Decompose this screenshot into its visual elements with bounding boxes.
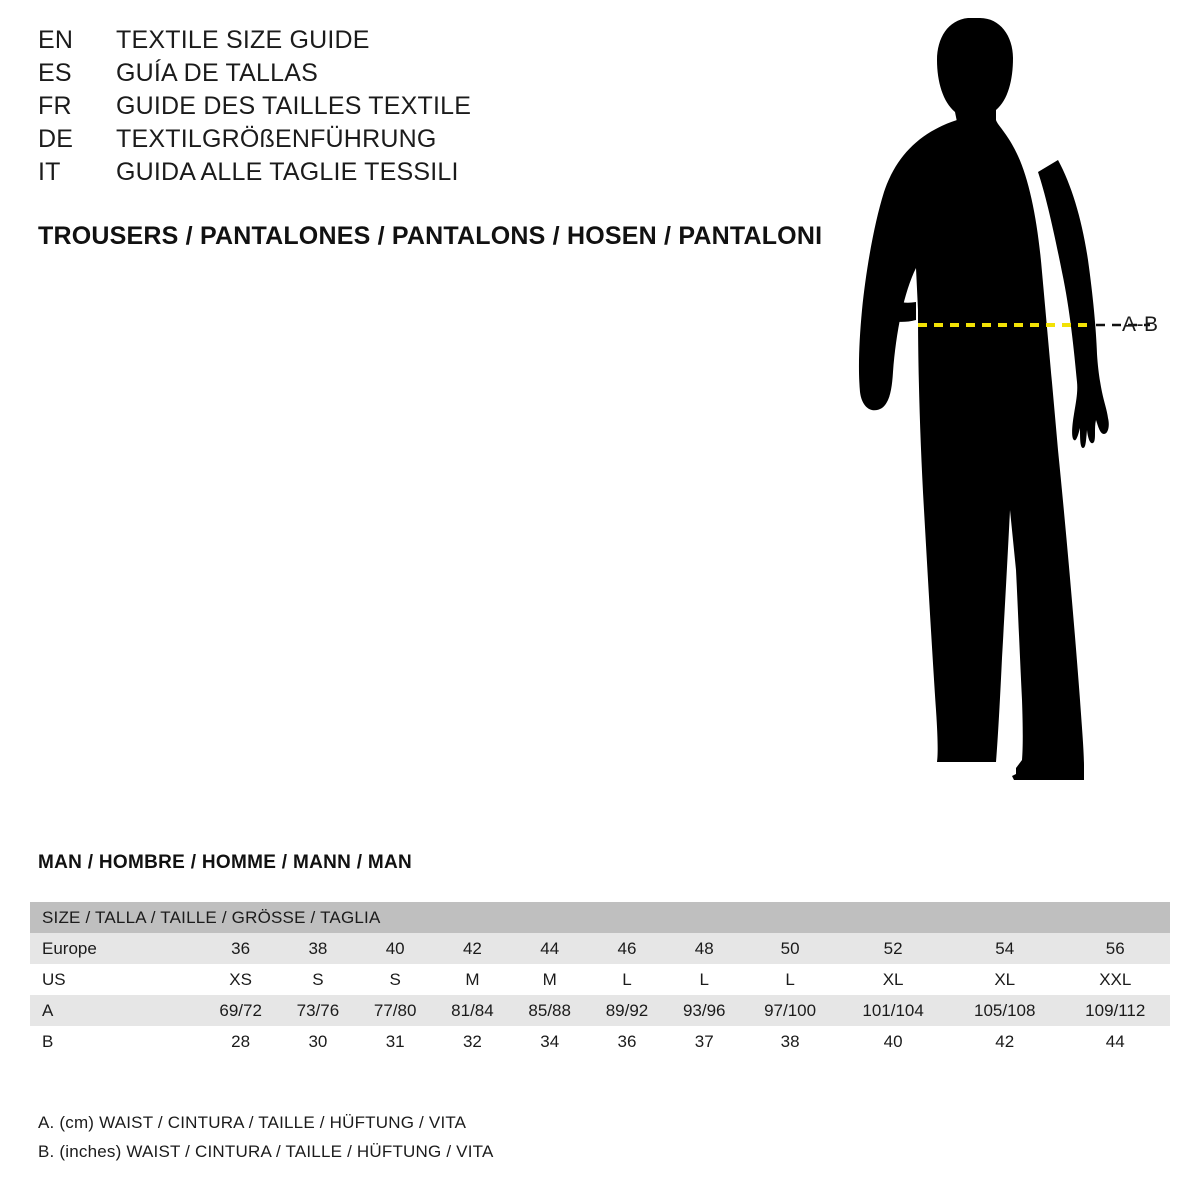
table-section-title: MAN / HOMBRE / HOMME / MANN / MAN (38, 852, 413, 873)
table-cell: 48 (666, 933, 743, 964)
table-cell: XXL (1061, 964, 1170, 995)
table-cell: S (279, 964, 356, 995)
row-label: US (30, 964, 202, 995)
table-cell: 101/104 (837, 995, 949, 1026)
table-row (30, 933, 1170, 964)
language-row (38, 26, 798, 59)
table-cell: 40 (357, 933, 434, 964)
language-code: ES (38, 59, 72, 87)
language-text: GUÍA DE TALLAS (116, 59, 318, 87)
footnote-b: B. (inches) WAIST / CINTURA / TAILLE / HÜFTUNG / VITA (38, 1142, 494, 1161)
language-code: DE (38, 125, 74, 153)
table-row (30, 1026, 1170, 1057)
table-cell: XL (949, 964, 1061, 995)
language-text: TEXTILGRÖßENFÜHRUNG (116, 125, 437, 153)
table-cell: M (434, 964, 511, 995)
table-cell: 93/96 (666, 995, 743, 1026)
language-row (38, 59, 798, 92)
row-label: B (30, 1026, 202, 1057)
table-cell: 44 (511, 933, 588, 964)
table-header-row (30, 902, 1170, 933)
table-cell: 44 (1061, 1026, 1170, 1057)
table-cell: 42 (434, 933, 511, 964)
table-cell: 30 (279, 1026, 356, 1057)
language-list (38, 26, 798, 191)
table-cell: 28 (202, 1026, 279, 1057)
language-code: FR (38, 92, 72, 120)
measure-label-ab: A-B (1122, 313, 1159, 336)
table-cell: 31 (357, 1026, 434, 1057)
table-cell: 69/72 (202, 995, 279, 1026)
table-cell: 52 (837, 933, 949, 964)
table-cell: 73/76 (279, 995, 356, 1026)
table-cell: 40 (837, 1026, 949, 1057)
row-label: A (30, 995, 202, 1026)
table-cell: 105/108 (949, 995, 1061, 1026)
table-cell: 36 (202, 933, 279, 964)
language-row (38, 125, 798, 158)
garment-title: TROUSERS / PANTALONES / PANTALONS / HOSEN / PANTALONI (38, 222, 823, 250)
table-row (30, 995, 1170, 1026)
table-cell: 36 (588, 1026, 665, 1057)
table-cell: 81/84 (434, 995, 511, 1026)
table-cell: 56 (1061, 933, 1170, 964)
table-cell: 109/112 (1061, 995, 1170, 1026)
table-cell: M (511, 964, 588, 995)
table-cell: 85/88 (511, 995, 588, 1026)
table-cell: 42 (949, 1026, 1061, 1057)
table-cell: 46 (588, 933, 665, 964)
row-label: Europe (30, 933, 202, 964)
language-text: TEXTILE SIZE GUIDE (116, 26, 370, 54)
table-row (30, 964, 1170, 995)
table-cell: 50 (743, 933, 837, 964)
table-cell: 97/100 (743, 995, 837, 1026)
table-cell: XS (202, 964, 279, 995)
language-code: IT (38, 158, 61, 186)
table-cell: L (588, 964, 665, 995)
table-header-label: SIZE / TALLA / TAILLE / GRÖSSE / TAGLIA (30, 902, 1170, 933)
footnotes (38, 1108, 494, 1166)
table-cell: S (357, 964, 434, 995)
silhouette-shape (859, 18, 1109, 780)
language-row (38, 158, 798, 191)
table-cell: 54 (949, 933, 1061, 964)
size-table (30, 902, 1170, 1057)
table-cell: 77/80 (357, 995, 434, 1026)
table-cell: 34 (511, 1026, 588, 1057)
table-cell: 38 (279, 933, 356, 964)
man-silhouette-figure (800, 10, 1200, 810)
language-code: EN (38, 26, 74, 54)
language-row (38, 92, 798, 125)
footnote-a: A. (cm) WAIST / CINTURA / TAILLE / HÜFTUNG / VITA (38, 1113, 467, 1132)
table-cell: XL (837, 964, 949, 995)
language-text: GUIDA ALLE TAGLIE TESSILI (116, 158, 459, 186)
table-cell: L (743, 964, 837, 995)
table-cell: 37 (666, 1026, 743, 1057)
table-cell: 32 (434, 1026, 511, 1057)
language-text: GUIDE DES TAILLES TEXTILE (116, 92, 472, 120)
table-cell: 38 (743, 1026, 837, 1057)
table-cell: 89/92 (588, 995, 665, 1026)
table-cell: L (666, 964, 743, 995)
